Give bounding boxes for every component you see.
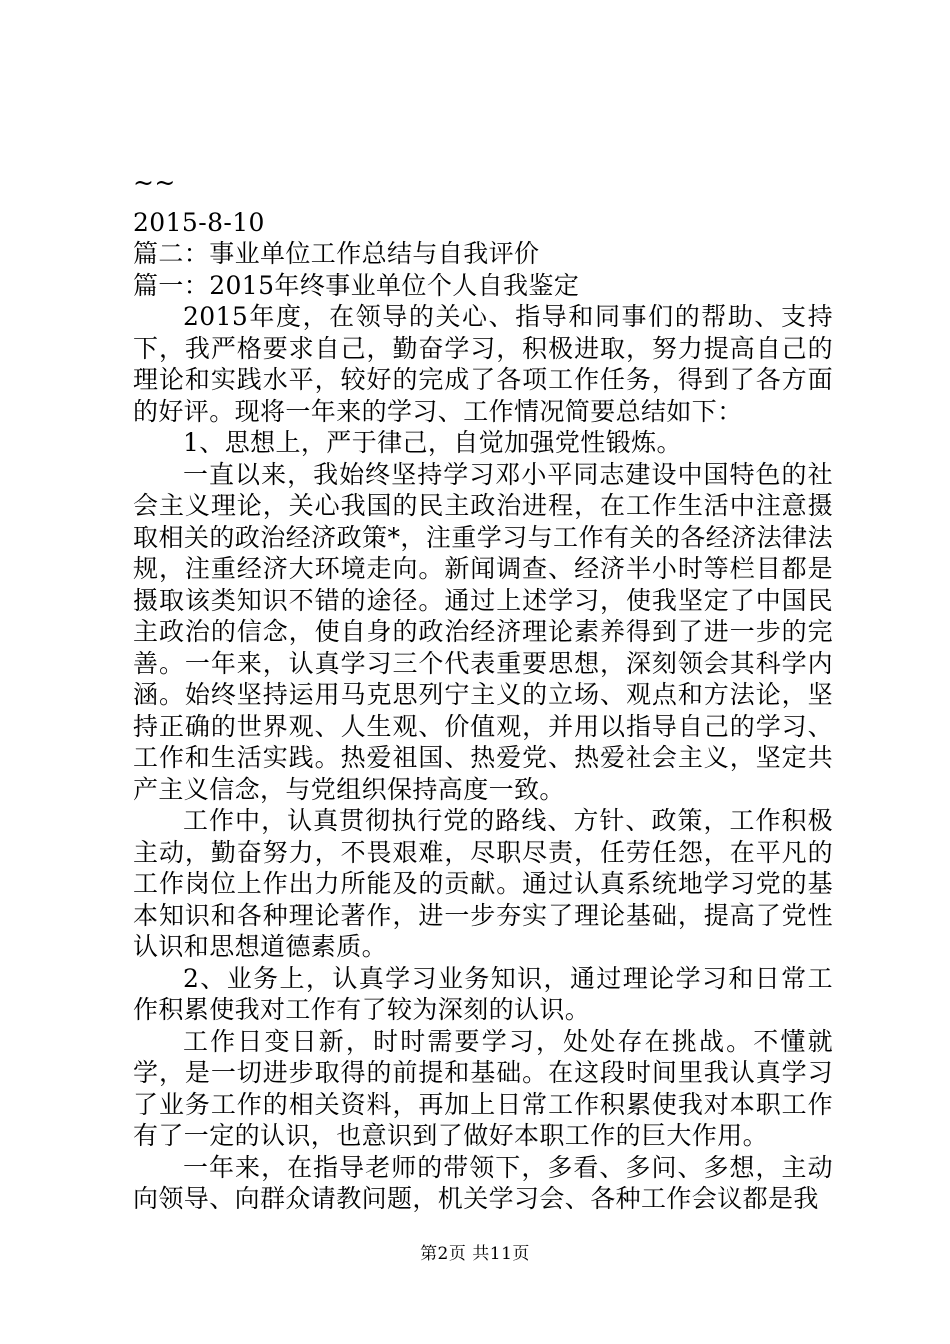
paragraph-intro: 2015年度，在领导的关心、指导和同事们的帮助、支持下，我严格要求自己，勤奋学习，积极进取，努力提高自己的理论和实践水平，较好的完成了各项工作任务，得到了各方面的好评。现将一年来的学习、工作情况简要总结如下： <box>133 302 833 426</box>
document-date: 2015-8-10 <box>133 207 265 237</box>
paragraph-learning: 工作日变日新，时时需要学习，处处存在挑战。不懂就学，是一切进步取得的前提和基础。在这段时间里我认真学习了业务工作的相关资料，再加上日常工作积累使我对本职工作有了一定的认识，也意识到了做好本职工作的巨大作用。 <box>133 1026 833 1150</box>
paragraph-year: 一年来，在指导老师的带领下，多看、多问、多想，主动向领导、向群众请教问题，机关学习会、各种工作会议都是我 <box>133 1152 833 1213</box>
page-footer: 第2页 共11页 <box>420 1244 530 1264</box>
paragraph-work: 工作中，认真贯彻执行党的路线、方针、政策，工作积极主动，勤奋努力，不畏艰难，尽职尽责，任劳任怨，在平凡的工作岗位上作出力所能及的贡献。通过认真系统地学习党的基本知识和各种理论著作，进一步夯实了理论基础，提高了党性认识和思想道德素质。 <box>133 806 833 961</box>
header-mark: ~~ <box>133 168 176 197</box>
document-body <box>133 167 833 1215</box>
paragraph-ideology: 一直以来，我始终坚持学习邓小平同志建设中国特色的社会主义理论，关心我国的民主政治进程，在工作生活中注意摄取相关的政治经济政策*，注重学习与工作有关的各经济法律法规，注重经济大环境走向。新闻调查、经济半小时等栏目都是摄取该类知识不错的途径。通过上述学习，使我坚定了中国民主政治的信念，使自身的政治经济理论素养得到了进一步的完善。一年来，认真学习三个代表重要思想，深刻领会其科学内涵。始终坚持运用马克思列宁主义的立场、观点和方法论，坚持正确的世界观、人生观、价值观，并用以指导自己的学习、工作和生活实践。热爱祖国、热爱党、热爱社会主义，坚定共产主义信念，与党组织保持高度一致。 <box>133 459 833 804</box>
paragraph-point-one: 1、思想上，严于律己，自觉加强党性锻炼。 <box>183 428 682 457</box>
paragraph-point-two: 2、业务上，认真学习业务知识，通过理论学习和日常工作积累使我对工作有了较为深刻的认识。 <box>133 963 833 1024</box>
section-heading-two: 篇二：事业单位工作总结与自我评价 <box>133 239 540 268</box>
spacer <box>133 199 833 207</box>
section-heading-one: 篇一：2015年终事业单位个人自我鉴定 <box>133 270 580 300</box>
